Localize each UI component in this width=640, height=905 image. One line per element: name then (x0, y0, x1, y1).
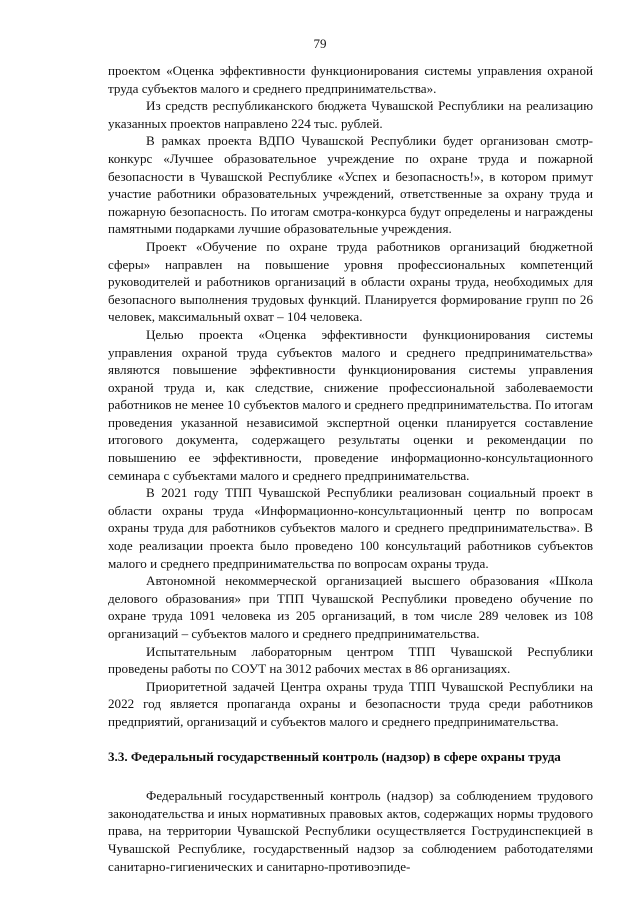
paragraph-5: Целью проекта «Оценка эффективности функционирования системы управления охраной труда субъектов малого и среднего предпринимательства» являются повышение эффективности функционирования системы управления охраной труда и, как следствие, снижение профессиональной заболеваемости работников не менее 10 субъектов малого и среднего предпринимательства. По итогам проведения указанной независимой экспертной оценки планируется составление итогового документа, содержащего результаты оценки и рекомендации по повышению ее эффективности, проведение информационно-консультационного семинара с субъектами малого и среднего предпринимательства. (108, 326, 593, 483)
paragraph-3: В рамках проекта ВДПО Чувашской Республики будет организован смотр-конкурс «Лучшее образовательное учреждение по охране труда и пожарной безопасности в Чувашской Республике «Успех и безопасность!», в котором примут участие работники образовательных учреждений, ответственные за охрану труда и пожарную безопасность. По итогам смотра-конкурса будут определены и награждены памятными подарками лучшие образовательные учреждения. (108, 133, 593, 237)
page-number: 79 (313, 36, 327, 51)
paragraph-10: Федеральный государственный контроль (надзор) за соблюдением трудового законодательства и иных нормативных правовых актов, содержащих нормы трудового права, на территории Чувашской Республики осуществляется Гострудинспекцией в Чувашской Республике, государственный надзор за соблюдением работодателями санитарно-гигиенических и санитарно-противоэпиде- (108, 788, 593, 874)
paragraph-8: Испытательным лабораторным центром ТПП Чувашской Республики проведены работы по СОУТ на 3012 рабочих местах в 86 организациях. (108, 643, 593, 677)
paragraph-9: Приоритетной задачей Центра охраны труда ТПП Чувашской Республики на 2022 год является пропаганда охраны и безопасности труда среди работников предприятий, организаций и субъектов малого и среднего предпринимательства. (108, 678, 593, 729)
paragraph-2: Из средств республиканского бюджета Чувашской Республики на реализацию указанных проектов направлено 224 тыс. рублей. (108, 98, 593, 131)
paragraph-4: Проект «Обучение по охране труда работников организаций бюджетной сферы» направлен на повышение уровня профессиональных компетенций руководителей и работников организаций в области охраны труда, необходимых для безопасного выполнения трудовых функций. Планируется формирование групп по 26 человек, максимальный охват – 104 человека. (108, 238, 593, 325)
paragraph-6: В 2021 году ТПП Чувашской Республики реализован социальный проект в области охраны труда «Информационно-консультационный центр по вопросам охраны труда для работников субъектов малого и среднего предпринимательства». В ходе реализации проекта было проведено 100 консультаций работников субъектов малого и среднего предпринимательства по вопросам охраны труда. (108, 485, 593, 571)
text-body (108, 62, 593, 875)
section-heading: 3.3. Федеральный государственный контроль (надзор) в сфере охраны труда (108, 748, 561, 764)
paragraph-7: Автономной некоммерческой организацией высшего образования «Школа делового образования» при ТПП Чувашской Республики проведено обучение по охране труда 1091 человека из 205 организаций, в том числе 289 человек из 108 организаций – субъектов малого и среднего предпринимательства. (108, 573, 593, 641)
paragraph-1: проектом «Оценка эффективности функционирования системы управления охраной труда субъектов малого и среднего предпринимательства». (108, 63, 593, 96)
